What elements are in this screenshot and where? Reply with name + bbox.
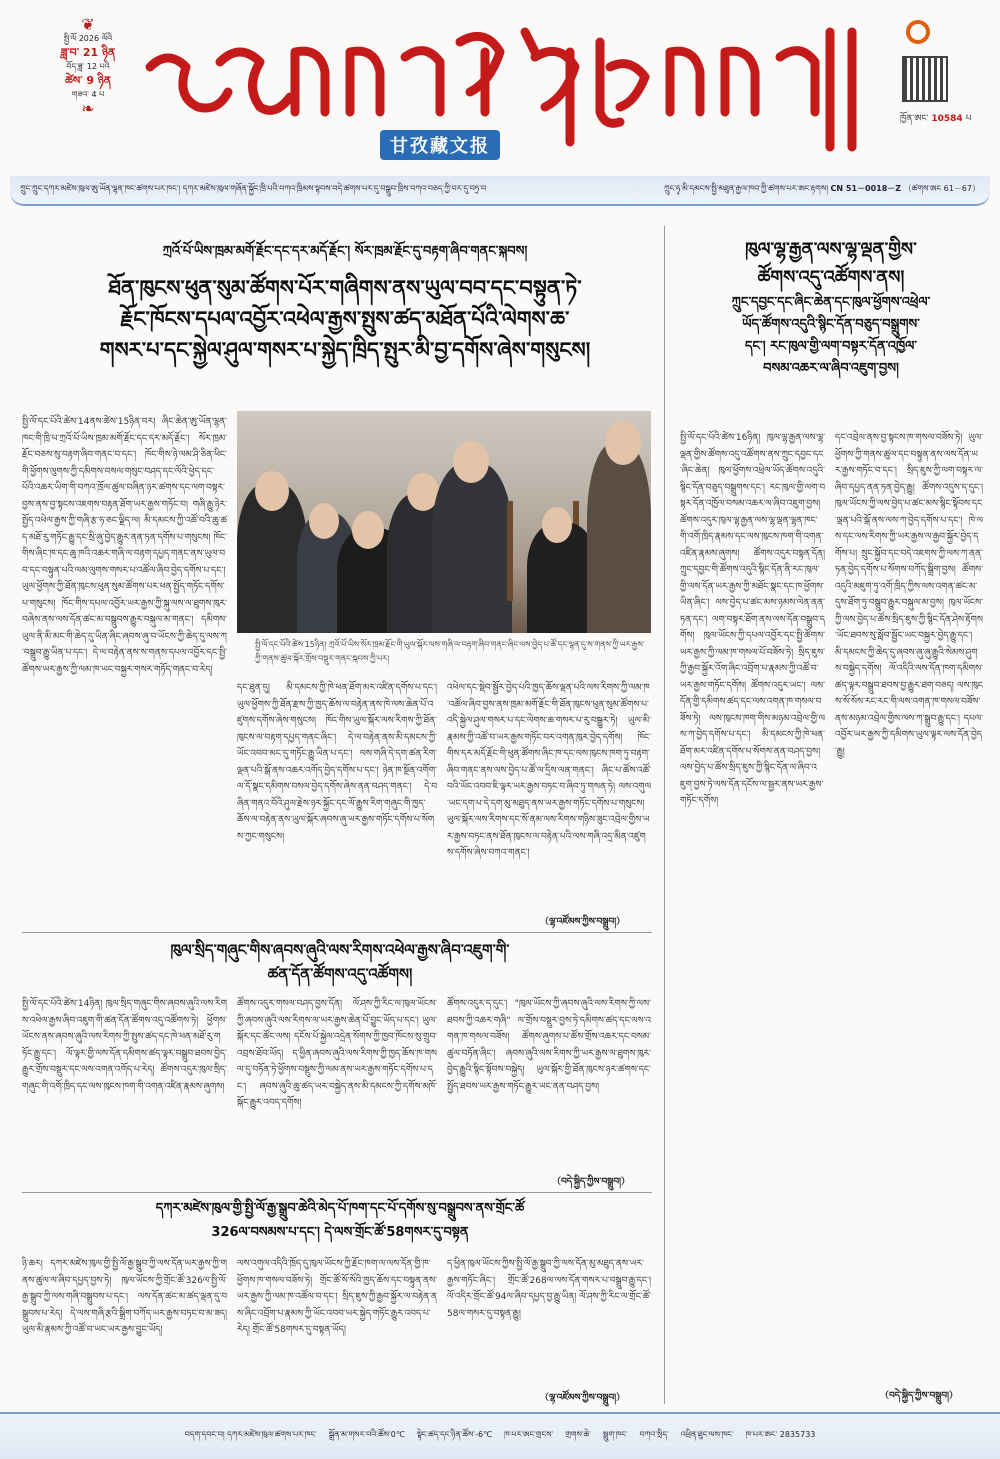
title-calligraphy	[140, 12, 870, 152]
sidebar-sub-line: ཀྲུང་དབྱང་དང་ཞིང་ཆེན་དང་ཁུལ་ཕྱོགས་འཕྲེལ་	[731, 295, 931, 310]
story3-byline: （ལྷ་འཛོམས་ཀྱིས་བསྒྲུབ།）	[540, 1393, 626, 1403]
publisher-info: ཀྲུང་ཀྲུང་དཀར་མཛེས་ཁུལ་ཨུ་ཡོན་ལྷན་ཁང་ཚགས་པར་ཁང་། དཀར་མཛེས་ཁུལ་གཞོན་སྐྱོང་ཁྲི་པའི་བཀའ་ཁྲིམས་སྟབས་བདེ་ཚགས་པར་དུ་བསྒྲུབ་ཁྲིས་བཀའ་བཅད་ཀྱི་བར་དུ་བཏྲ་བ	[20, 183, 487, 193]
divider	[22, 932, 652, 933]
divider	[22, 1192, 652, 1193]
sidebar-column-1: སྤྱི་ལོ་དང་པོའི་ཚེས་16ཉིན། ཁུལ་ལྷ་རྒྱན་ལས་ལྷ་ལྡན་གྱིས་ཚོགས་འདུ་འཚོགས་ནས་ཀྲུང་དབྱང་དང་ཞིང་ཆེན། ཁུལ་ཕྱོགས་འཕྲེལ་ཡོད་ཚོགས་འདུའི་སྙིང་དོན་བཅུད་བསྒྲུགས་དང་། རང་ཁུལ་གྱི་ལག་བསྟར་དོན་འཁྱོལ་བསམ་འཆར་ལ་ཞིབ་འཇུག་བྱས། ཚོགས་འདུར་ཁུལ་ལྷ་རྒྱན་ལས་ལྷ་ལྡན་ལྷན་ཁང་གི་འགོ་ཁྲིད་རྣམས་དང་ལས་ཁུངས་ཁག་གི་འགན་འཛིན་རྣམས་ཞུགས། ཚོགས་འདུར་བསྟན་དོན། ཀྲུང་དབྱང་གི་ཚོགས་འདུའི་སྙིང་དོན་ནི་རང་ཁུལ་གྱི་ལས་དོན་ཡར་རྒྱས་ཀྱི་མཐོང་སྣང་དང་ཁ་ཕྱོགས་ཡིན་ཞིང་། ལས་བྱེད་པ་ཚང་མས་ཉམས་ལེན་ནན་ཏན་དང་། ལག་བསྟར་ཐོག་ནས་ལས་དོན་བསྒྲུབ་དགོས། ཁུལ་ཡོངས་ཀྱི་དཔལ་འབྱོར་དང་སྤྱི་ཚོགས་ཡར་རྒྱས་ཀྱི་ལམ་ཁ་གསལ་པོ་བཟོས་ཏེ། སྲིད་ཇུས་ཀྱི་རྒྱབ་སྐྱོར་འོག་ཞིང་འབྲོག་པ་རྣམས་ཀྱི་འཚོ་བ་ཡར་རྒྱས་གཏོང་དགོས། ཚོགས་འདུར་ཡང་། ལས་དོན་གྱི་དམིགས་ཚད་དང་ལས་འགན་ཁ་གསལ་བཟོས་ཏེ། ལས་ཁུངས་ཁག་གིས་མཉམ་འབྲེལ་གྱི་ལས་ཀ་བྱེད་དགོས་པ་དང་། མི་དམངས་ཀྱི་ཁེ་ཕན་ཐོག་མར་འཛིན་དགོས་པ་སོགས་ནན་བཤད་བྱས། ལས་བྱེད་པ་ཚོས་སྲིད་ཇུས་ཀྱི་སྙིང་དོན་ལ་ཞིབ་འཇུག་བྱས་ཏེ་ལས་དོན་དངོས་ལ་སྦྱར་ནས་ཡར་རྒྱས་གཏོང་དགོས།	[680, 433, 825, 806]
sidebar-sub-line: བསམ་འཆར་ལ་ཞིབ་འཇུག་བྱས།	[763, 361, 899, 376]
lead-title-line: ཐོན་ཁུངས་ཕུན་སུམ་ཚོགས་པོར་གཞིགས་ནས་ཡུལ་བབ་དང་བསྟུན་ཏེ་	[108, 276, 582, 300]
footer-item: བདག་དབང་བ། དཀར་མཛེས་ཁུལ་ཚགས་པར་ཁང་	[184, 1430, 317, 1439]
date-line: གཟའ་ 4 པ	[71, 90, 105, 99]
story2-column-2: ཚོགས་འདུར་གསལ་བཤད་བྱས་དོན། ལོ་ཤས་ཀྱི་རིང་ལ་ཁུལ་ཡོངས་ཀྱི་ཞབས་ཞུའི་ལས་རིགས་ལ་ཡར་རྒྱས་ཆེན་པོ་བྱུང་ཡོད་པ་དང་། ཡུལ་སྐོར་དང་ཚོང་ལས། དངོས་པོ་སྐྱེལ་འདྲེན་སོགས་ཀྱི་ཁྱབ་ཁོངས་སུ་གྲུབ་འབྲས་ཐོབ་ཡོད། ད་ཕྱིན་ཞབས་ཞུའི་ལས་རིགས་ཀྱི་ཁྱད་ཆོས་ཁ་གསལ་དུ་བཏོན་ཏེ་ཕྱོགས་བསྡུས་ཀྱི་ལམ་ནས་ཡར་རྒྱས་གཏོང་དགོས་པ་དང་། ཞབས་ཞུའི་ཆུ་ཚད་ཡར་བསྐྱེད་ནས་མི་དམངས་ཀྱི་དགོས་མཁོ་སྐོང་རྒྱུར་འབད་དགོས།	[237, 999, 437, 1108]
footer-item: ཁ་པར་ཨང་ 2835733	[745, 1430, 816, 1439]
footer-item: སྦྲུག་ཁང་	[602, 1430, 628, 1439]
issue-suffix: པ	[965, 114, 972, 124]
lead-byline: （ལྷ་འཛོམས་ཀྱིས་བསྒྲུབ།）	[540, 917, 626, 927]
footer-item: ཁ་པར་ཨང་གྲངས་	[504, 1430, 554, 1439]
story3-headline	[30, 1197, 650, 1245]
story3-title-line: དཀར་མཛེས་ཁུལ་གྱི་སྤྱི་ལོ་རྒྱ་སྒྲུབ་ཆེའི་མེད་པོ་ཁག་དང་པོ་དགོས་སུ་བསྒྲུབས་ནས་གྲོང་ཚོ	[155, 1201, 525, 1216]
sidebar-title-line: ཚོགས་འདུ་འཚོགས་ནས།	[757, 267, 905, 288]
registration-info	[664, 179, 980, 202]
issue-label: ཁྱོན་ཨང་	[900, 114, 929, 124]
date-line: སྤྱི་ལོ 2026 ལོའི	[63, 34, 113, 43]
person-figure	[432, 463, 512, 633]
story3-column-3: ད་ཕྱིན་ཁུལ་ཡོངས་ཀྱིས་སྤྱི་ལོ་རྒྱ་སྒྲུབ་ཀྱི་ལས་དོན་མུ་མཐུད་ནས་ཡར་རྒྱས་གཏོང་ཞིང་། གྲོང་ཚོ་268ལ་ལས་དོན་གསར་པ་བསྒྲུབ་རྒྱུ་དང་། ལོ་འདིར་གྲོང་ཚོ་94ལ་ཞིབ་དཔྱད་བྱ་རྒྱུ་ཡིན། ལོ་ཤས་ཀྱི་རིང་ལ་གྲོང་ཚོ་58ལ་གསར་དུ་བསྟན་རྒྱུ།	[447, 1259, 651, 1319]
sidebar-column-2: དང་འབྲེལ་ནས་བྱ་སྟངས་ཁ་གསལ་བཟོས་ཏེ། ཡུལ་ཕྱོགས་ཀྱི་གནས་ཚུལ་དང་བསྟུན་ནས་ལས་དོན་ཡར་རྒྱས་གཏོང་བ་དང་། སྲིད་ཇུས་ཀྱི་ལག་བསྟར་ལ་ཞིབ་དཔྱད་ནན་ཏན་བྱེད་རྒྱུ། ཚོགས་འདུས་ད་དུང་། ཁུལ་ཡོངས་ཀྱི་ལས་བྱེད་པ་ཚང་མས་སྙིང་སྟོབས་དང་ལྡན་པའི་སྒོ་ནས་ལས་ཀ་བྱེད་དགོས་པ་དང་། ཁེ་ལས་དང་ལས་རིགས་ཀྱི་ཡར་རྒྱས་ལ་རྒྱབ་སྐྱོར་བྱེད་དགོས་པ། སྲུང་སྐྱོབ་དང་བདེ་འཇགས་ཀྱི་ལས་ཀ་ནན་ཏན་བྱེད་དགོས་པ་སོགས་བཀོད་སྒྲིག་བྱས། ཚོགས་འདུའི་མཇུག་ཏུ་འགོ་ཁྲིད་ཀྱིས་ལས་འགན་ཚང་མ་དུས་ཐོག་ཏུ་བསྒྲུབ་རྒྱུར་བསྐུལ་མ་བྱས། ཁུལ་ཡོངས་ཀྱི་ལས་བྱེད་པ་ཚོས་སྲིད་ཇུས་ཀྱི་སྙིང་དོན་ཤེས་རྟོགས་ཡོང་ཐབས་སུ་སློབ་སྦྱོང་ཡང་བསྐྱར་བྱེད་རྒྱུ་དང་། མི་དམངས་ཀྱི་ཆེད་དུ་ཞབས་ཞུ་ཞུ་རྒྱུའི་སེམས་ཤུགས་བསྐྱེད་དགོས། ལོ་འདིའི་ལས་དོན་ཁག་དམིགས་ཚད་ལྟར་བསྒྲུབ་ཐབས་བྱ་རྒྱུར་ཐག་བཅད། ལས་ཁུངས་སོ་སོས་རང་རང་གི་ལས་འགན་ཁ་གསལ་བཟོས་ནས་མཉམ་འབྲེལ་གྱིས་ལས་ཀ་སྒྲུབ་རྒྱུ་དང་། དཔལ་འབྱོར་ཡར་རྒྱས་ཀྱི་དམིགས་ཡུལ་ལྟར་ལས་དོན་བྱེད་རྒྱུ།	[835, 433, 983, 757]
info-bar	[10, 176, 990, 206]
publisher-logo-icon	[906, 20, 930, 44]
date-line: ཟླ་བ་ 21 ཉིན	[60, 46, 116, 59]
ornament-bottom-icon: ❧	[81, 99, 95, 118]
ornament-icon: ❦	[81, 15, 95, 34]
date-line: བོད་ཟླ་ 12 པའི	[66, 62, 110, 71]
lead-headline	[30, 236, 660, 366]
date-block	[58, 15, 118, 118]
column-divider	[664, 226, 665, 1404]
person-figure	[587, 443, 651, 633]
lead-photo	[237, 411, 651, 633]
lead-title-line: གསར་པ་དང་སྐྱེལ་ཤུལ་གསར་པ་སྐྱེད་ཁྲིད་སྤུར་མི་བྱ་དགོས་ཞེས་གསུངས།	[99, 338, 591, 362]
story2-column-1: སྤྱི་ལོ་དང་པོའི་ཚེས་14ཉིན། ཁུལ་སྲིད་གཞུང་གིས་ཞབས་ཞུའི་ལས་རིགས་འཕེལ་རྒྱས་ཞིབ་འཇུག་གི་ཚན་དོན་ཚོགས་འདུ་འཚོགས་ཏེ། ཕྱོགས་ཡོངས་ནས་ཞབས་ཞུའི་ལས་རིགས་ཀྱི་སྤུས་ཚད་དང་ཁེ་ཕན་མཐོ་རུ་གཏོང་རྒྱུ་དང་། ལོ་ལྟར་གྱི་ལས་དོན་དམིགས་ཚད་ལྟར་བསྒྲུབ་ཐབས་བྱེད་རྒྱུར་གྲོས་བསྡུར་དང་ལས་འགན་འགོད་པ་རེད། ཚོགས་འདུར་ཁུལ་སྲིད་གཞུང་གི་འགོ་ཁྲིད་དང་ལས་ཁུངས་ཁག་གི་འགན་འཛིན་རྣམས་ཞུགས།	[22, 999, 227, 1092]
person-head	[352, 511, 384, 549]
story2-column-3: ཚོགས་འདུར་ད་དུང་། "ཁུལ་ཡོངས་ཀྱི་ཞབས་ཞུའི་ལས་རིགས་ཀྱི་ལས་ཐབས་ཀྱི་འཆར་གཞི" ལ་གྲོས་བསྡུར་བྱས་ཏེ་དམིགས་ཚད་དང་ལས་འགན་ཁ་གསལ་བཟོས། ཚོགས་ཞུགས་པ་ཚོས་གྲོས་འཆར་དང་བསམ་ཚུལ་བཏོན་ཞིང་། ཞབས་ཞུའི་ལས་རིགས་ཀྱི་ཡར་རྒྱས་ལ་ཐུགས་ཁུར་བྱེད་རྒྱུའི་སྙིང་སྟོབས་བསྐྱེད། ཡུལ་སྐོར་གྱི་ཐོན་ཁུངས་ཉར་ཚགས་དང་སྤྱོད་ཐབས་ཡར་རྒྱས་གཏོང་རྒྱུར་ཡང་ནན་བཤད་བྱས།	[447, 999, 651, 1092]
chinese-title: 甘孜藏文报	[380, 130, 500, 160]
story2-title-line: ཚན་དོན་ཚོགས་འདུ་འཚོགས།	[267, 965, 413, 983]
sidebar-title-line: ཁུལ་ལྷ་རྒྱན་ལས་ལྷ་ལྡན་གྱིས་	[745, 239, 917, 260]
person-head	[542, 507, 572, 543]
footer-item: སྟེང་ཚད་དང་ཉིན་ཚོས་-6℃	[416, 1430, 493, 1439]
story3-title-line: 326ལ་བསམས་པ་དང་། དེ་ལས་གྲོང་ཚོ་58གསར་དུ་བསྟན	[211, 1225, 469, 1240]
footer-item: བཀའ་སྲིད་	[639, 1430, 669, 1439]
footer-item: གྲགས་ཆེ་	[565, 1430, 591, 1439]
sidebar-headline	[672, 236, 990, 380]
date-line: ཚེས་ 9 ཉིན	[64, 74, 112, 87]
story2-byline: （བདེ་སྐྱིད་ཀྱིས་བསྒྲུབ།）	[552, 1177, 630, 1187]
footer-item: སྒྲོན་མ་གསར་བའི་ཚོས་0℃	[328, 1430, 405, 1439]
lead-column-1: སྤྱི་ལོ་དང་པོའི་ཚེས་14ནས་ཚེས་15ཉིན་བར། ཞིང་ཆེན་ཨུ་ཡོན་ལྷན་ཁང་གི་ཁྲི་པ་ཀྲའོ་པོ་ཡིས་ཁྲམ་མགོ་རྗོང་དང་དར་མདོ་རྗོང་། སོར་ཁྲམ་རྗོང་བཅས་སུ་བརྟག་ཞིབ་གནང་བ་དང་། ཁོང་གིས་ཉེ་ལམ་ཤི་ཅིན་ཕིང་གི་ཕྱོགས་ལུགས་ཀྱི་དམིགས་བསལ་གསུང་བཤད་དང་ལོའི་ཕྱེད་དང་པོའི་འཆར་ཡིག་གི་བཀའ་ཁྲོལ་ཚུལ་བཞིན་ཉར་ཚགས་དང་ལག་བསྟར་བྱས་ནས་བྱ་སྟངས་འཇགས་བརྟན་ཐོག་ཡར་རྒྱས་གཏོང་བ། གཞི་རྒྱུ་ཉེར་སྤྱོད་འཕེལ་རྒྱས་ཀྱི་གཞི་རྩ་ཧ་ཅང་ལྗིད་ལ། མི་དམངས་ཀྱི་འཚོ་བའི་ཆུ་ཚད་མཐོ་རུ་གཏོང་རྒྱུ་དང་སྲི་ཞུ་བྱེད་རྒྱུར་ནན་ཏན་དགོས་པ་གསུངས། ཁོང་གིས་ཞིང་ཁ་དང་ཆུ་ཁའི་འཆར་གཞི་ལ་བརྟག་དཔྱད་གནང་ནས་ཡུལ་བབ་དང་བསྟུན་པའི་ལམ་ལུགས་གསར་པ་འཚོལ་ཞིབ་བྱེད་དགོས་པ་དང་། ཡུལ་ཕྱོགས་ཀྱི་ཐོན་ཁུངས་ཕུན་སུམ་ཚོགས་པར་ཕན་སྤྱོད་གཏོང་དགོས་པ་གསུངས། ཁོང་གིས་དཔལ་འབྱོར་ཡར་རྒྱས་ཀྱི་སྐུ་ལས་ལ་ཐུགས་ཁུར་བཞེས་ནས་ལས་དོན་ཚང་མ་བསྒྲུབས་རྒྱུར་བསྐུལ་མ་གནང་། དམིགས་ཡུལ་ནི་མི་མང་གི་ཆེད་དུ་ཡིན་ཞིང་ཞབས་ཞུ་བ་ཡོངས་ཀྱི་ཆེད་དུ་ལས་ཀ་བསྒྲུབ་རྒྱུ་ཡིན་པ་དང་། དེ་ལ་བརྟེན་ནས་ས་གནས་དཔལ་འབྱོར་དང་སྤྱི་ཚོགས་ཡར་རྒྱས་ཀྱི་ལམ་ཁ་ཡང་བསྐྱར་གསར་གཏོད་གནང་བ་རེད།	[22, 417, 227, 675]
lead-kicker: ཀྲའོ་པོ་ཡིས་ཁྲམ་མགོ་རྗོང་དང་དར་མདོ་རྗོང་། སོར་ཁྲམ་རྗོང་དུ་བརྟག་ཞིབ་གནང་སྐབས།	[162, 244, 528, 259]
person-head	[255, 471, 289, 511]
person-head	[309, 503, 339, 539]
story3-column-1: ཉི་ཆར། དཀར་མཛེས་ཁུལ་གྱི་སྤྱི་ལོ་རྒྱ་སྒྲུབ་ཀྱི་ལས་དོན་ཡར་རྒྱས་ཀྱི་གནས་ཚུལ་ལ་ཞིབ་དཔྱད་བྱས་ཏེ། ཁུལ་ཡོངས་ཀྱི་གྲོང་ཚོ་326ལ་སྤྱི་ལོ་རྒྱ་སྒྲུབ་ཀྱི་ལས་གཞི་བསྒྲུབས་པ་དང་། ལས་དོན་ཚང་མ་ཚད་ལྡན་དུ་བསྒྲུབས་པ་རེད། དེ་ལས་གཞི་རྩའི་སྒྲིག་བཀོད་ཡར་རྒྱས་བཏང་བ་མ་ཟད། ཡུལ་མི་རྣམས་ཀྱི་འཚོ་བ་ཡང་ཡར་རྒྱས་བྱུང་ཡོད།	[22, 1259, 227, 1335]
lead-title-line: རྗོང་ཁོངས་དཔལ་འབྱོར་འཕེལ་རྒྱས་སྤུས་ཚད་མཐོན་པོའི་ལེགས་ཆ་	[120, 307, 570, 331]
person-head	[453, 441, 489, 483]
photo-caption: སྤྱི་ལོ་དང་པོའི་ཚེས་15ཉིན། ཀྲའོ་པོ་ཡིས་སོར་ཁྲམ་རྗོང་གི་ཡུལ་སྐོར་ལས་གཞི་ལ་བརྟག་ཞིབ་གནང་ཞིང་ལས་བྱེད་པ་ཚོ་དང་ལྷན་དུ་ས་གནས་ཀྱི་ཡར་རྒྱས་ཀྱི་གནས་ཚུལ་སྐོར་གྲོས་བསྡུར་གནང་སྐབས་ཀྱི་པར།	[255, 640, 645, 663]
postal-code: （ཚགས་ཨང 61－67）	[903, 183, 980, 193]
story2-title-line: ཁུལ་སྲིད་གཞུང་གིས་ཞབས་ཞུའི་ལས་རིགས་འཕེལ་རྒྱས་ཞིབ་འཇུག་གི་	[170, 941, 510, 959]
sidebar-byline: （བདེ་སྐྱིད་ཀྱིས་བསྒྲུབ།）	[880, 1391, 958, 1401]
story2-headline	[30, 938, 650, 986]
issue-number	[900, 109, 971, 134]
sidebar-sub-line: དང་། རང་ཁུལ་གྱི་ལག་བསྟར་དོན་འཁྱོལ་	[744, 339, 918, 354]
person-head	[605, 421, 641, 465]
story3-column-2: ལས་འགུལ་འདིའི་ཁྲོད་དུ་ཁུལ་ཡོངས་ཀྱི་རྗོང་ཁག་ལ་ལས་དོན་གྱི་ཁ་ཕྱོགས་ཁ་གསལ་བཟོས་ཏེ། གྲོང་ཚོ་སོ་སོའི་ཁྱད་ཆོས་དང་བསྟུན་ནས་ཡར་རྒྱས་ཀྱི་ལམ་ཁ་འཚོལ་བ་དང་། སྲིད་ཇུས་ཀྱི་རྒྱབ་སྐྱོར་ལ་བརྟེན་ནས་ཞིང་འབྲོག་པ་རྣམས་ཀྱི་ཡོང་འབབ་ཡར་སྐྱེད་གཏོང་རྒྱུར་འབད་པ་རེད། གྲོང་ཚོ་58གསར་དུ་བསྟན་ཡོད།	[237, 1259, 437, 1335]
sidebar-sub-line: ཡོད་ཚོགས་འདུའི་སྙིང་དོན་བཅུད་བསྒྲུགས་	[742, 317, 920, 332]
registration-label: ཀྲུང་ཧྭ་མི་དམངས་སྤྱི་མཐུན་རྒྱལ་ཁབ་ཀྱི་ཚགས་པར་ཨང་རྟགས།	[663, 183, 828, 193]
masthead	[0, 0, 1000, 180]
footer-item: འཕྲིན་ཐུང་ལས་ཁང་	[680, 1430, 734, 1439]
lead-column-3: འཕེལ་དང་སྡེབ་སྦྱོར་བྱེད་པའི་ཁྱད་ཆོས་ལྡན་པའི་ལས་རིགས་ཀྱི་ལམ་ཁ་འཚོལ་ཞིབ་བྱས་ནས་ཁྲམ་མགོ་རྗོང་གི་ཐོན་ཁུངས་ཕུན་སུམ་ཚོགས་པ་འདི་སྐྱེལ་ཤུལ་གསར་པ་དང་ལེགས་ཆ་གསར་པ་རུ་བསྒྱུར་ཏེ། ཡུལ་མི་རྣམས་ཀྱི་འཚོ་བ་ཡར་རྒྱས་གཏོང་བར་འགན་ཁུར་བྱེད་དགོས། ཁོང་གིས་དར་མདོ་རྗོང་གི་ཕུན་ཚོགས་ཞིང་ཁ་དང་ལས་ཁུངས་ཁག་ཏུ་བརྟག་ཞིབ་གནང་ནས་ལས་བྱེད་པ་ཚོ་ལ་དྲིས་ལན་གནང་། ཞིང་པ་ཚོས་འཚོ་བའི་ཡོང་འབབ་ཇི་ལྟར་ཡར་རྒྱས་བཏང་བ་ཞིབ་ཏུ་གསན་ཏེ། ལས་འགུལ་ཡང་དག་པ་དེ་དག་མུ་མཐུད་ནས་ཡར་རྒྱས་གཏོང་དགོས་པ་གསུངས། ཡུལ་སྐོར་ལས་རིགས་དང་སོ་ནམ་ལས་རིགས་གཉིས་ཟུང་འབྲེལ་གྱིས་ཡར་རྒྱས་བཏང་ནས་ཐོན་ཁུངས་ལ་བརྟེན་པའི་ལས་གཞི་འདྲ་མིན་འཛུགས་དགོས་ཞེས་བཀའ་གནང་།	[447, 683, 651, 858]
qr-code-icon[interactable]	[902, 56, 948, 102]
lead-column-2: དང་ཐུན་དུ། མི་དམངས་ཀྱི་ཁེ་ཕན་ཐོག་མར་འཛིན་དགོས་པ་དང་། ཡུལ་ཕྱོགས་ཀྱི་ཐོན་རྫས་ཀྱི་ཁྱད་ཆོས་ལ་བརྟེན་ནས་ཁེ་ལས་ཆེན་པོ་འཛུགས་དགོས་ཞེས་གསུངས། ཁོང་གིས་ཡུལ་སྐོར་ལས་རིགས་ཀྱི་ཐོན་ཁུངས་ལ་བརྟག་དཔྱད་གནང་ཞིང་། དེ་ལ་བརྟེན་ནས་མི་དམངས་ཀྱི་ཡོང་འབབ་མང་དུ་གཏོང་རྒྱུ་ཡིན་པ་དང་། ལས་གཞི་དེ་དག་ཚན་རིག་ལྡན་པའི་སྒོ་ནས་འཆར་འགོད་བྱེད་དགོས་པ་དང་། ཉེན་ཁ་སྔོན་འགོག་ལ་དོ་སྣང་དམིགས་བསལ་བྱེད་དགོས་ཞེས་ནན་བཤད་གནང་། དེ་བཞིན་གནའ་བོའི་ཤུལ་རྗེས་ཉར་སྐྱོང་དང་ལོ་རྒྱུས་རིག་གཞུང་གི་ཁྱད་ཆོས་ལ་བརྟེན་ནས་ཡུལ་སྐོར་ཞབས་ཞུ་ཡར་རྒྱས་གཏོང་དགོས་པ་སོགས་ཀྱང་གསུངས།	[237, 683, 437, 842]
cn-code: CN 51－0018－Z	[830, 183, 902, 193]
newspaper-title	[140, 12, 870, 152]
issue-value: 10584	[931, 114, 963, 124]
footer-bar	[0, 1412, 1000, 1459]
